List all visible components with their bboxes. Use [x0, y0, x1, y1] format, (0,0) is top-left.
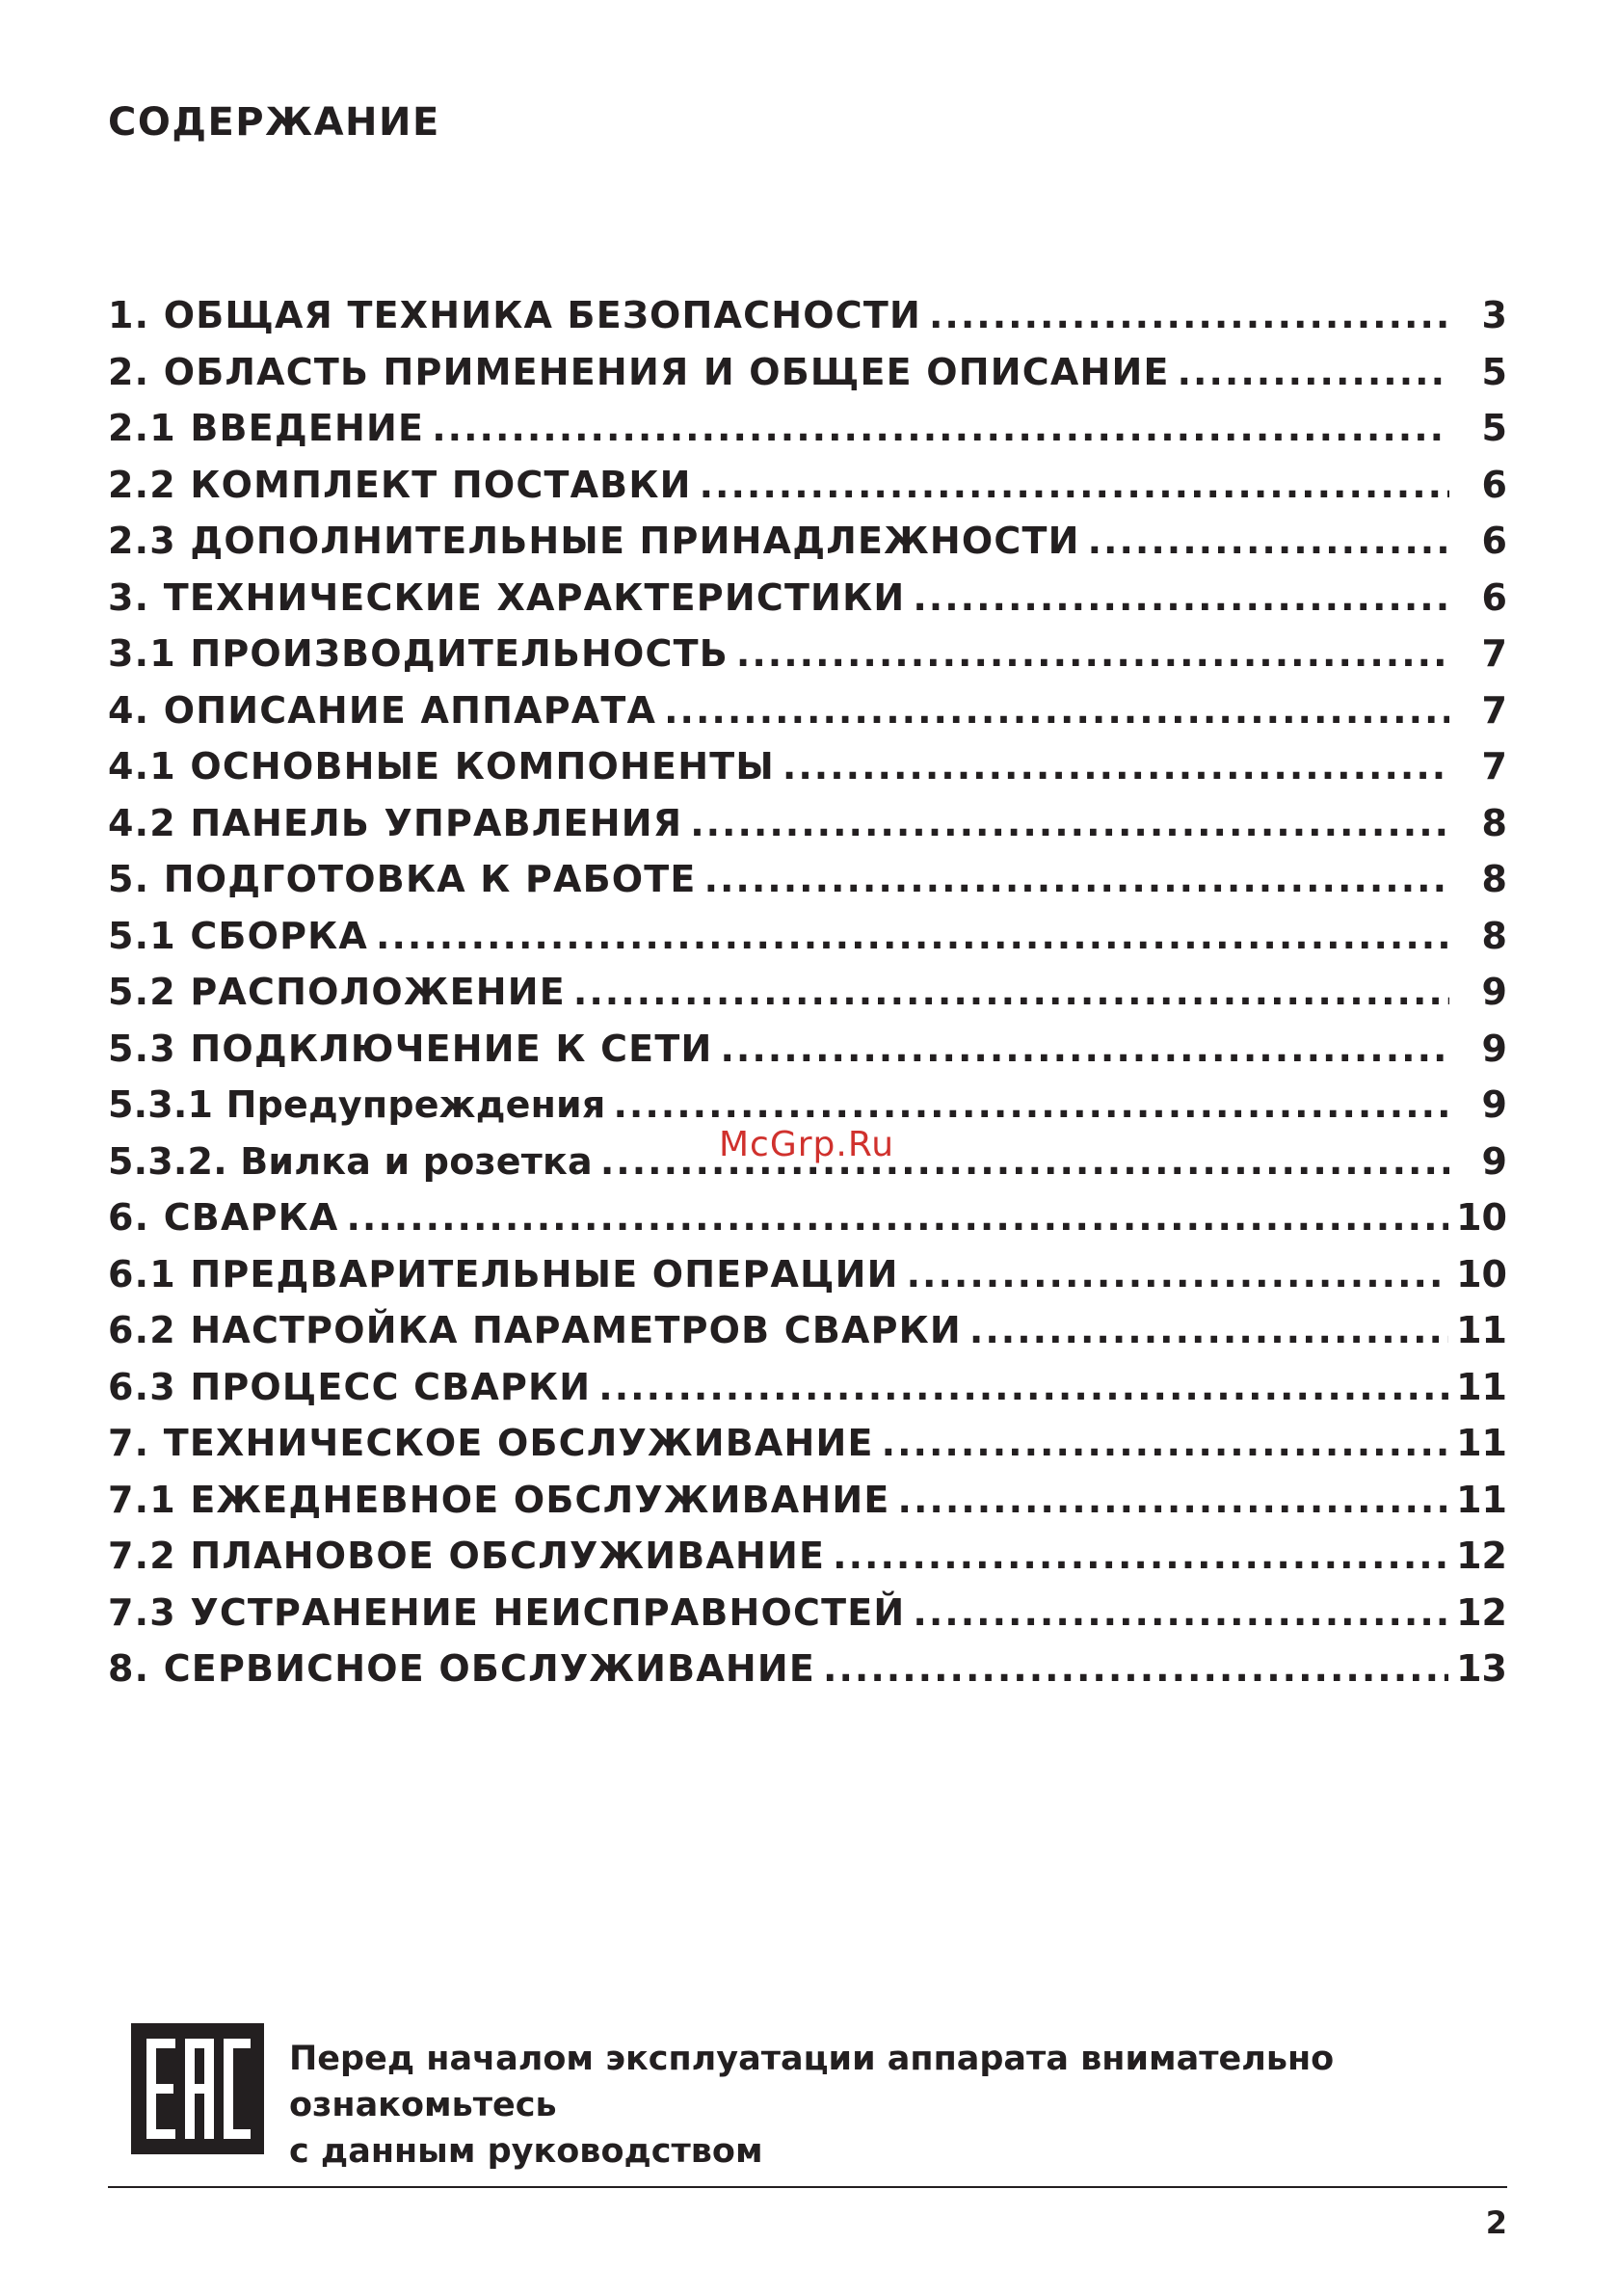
page-title: СОДЕРЖАНИЕ [108, 100, 440, 145]
toc-entry-page: 13 [1456, 1647, 1507, 1690]
toc-entry-title: 7.3 УСТРАНЕНИЕ НЕИСПРАВНОСТЕЙ [108, 1590, 906, 1634]
toc-entry-title: 5.3 ПОДКЛЮЧЕНИЕ К СЕТИ [108, 1027, 713, 1070]
toc-dot-leader [1088, 513, 1449, 570]
toc-dot-leader [907, 1246, 1449, 1303]
toc-dot-leader [1178, 344, 1449, 401]
toc-entry[interactable] [108, 1528, 1507, 1585]
toc-dot-leader [823, 1641, 1448, 1697]
toc-entry-page: 7 [1481, 745, 1507, 788]
toc-entry-title: 4. ОПИСАНИЕ АППАРАТА [108, 688, 657, 732]
toc-dot-leader [898, 1472, 1449, 1529]
toc-entry-page: 6 [1481, 463, 1507, 506]
toc-dot-leader [573, 964, 1449, 1021]
toc-entry[interactable] [108, 1359, 1507, 1416]
toc-dot-leader [664, 682, 1449, 739]
toc-entry-page: 5 [1481, 350, 1507, 393]
toc-dot-leader [736, 626, 1449, 682]
toc-dot-leader [432, 400, 1449, 457]
toc-entry-page: 8 [1481, 858, 1507, 900]
toc-entry-title: 4.2 ПАНЕЛЬ УПРАВЛЕНИЯ [108, 801, 683, 844]
toc-entry-title: 5.3.1 Предупреждения [108, 1083, 606, 1126]
toc-entry[interactable] [108, 400, 1507, 457]
toc-dot-leader [913, 570, 1449, 627]
toc-entry-page: 10 [1456, 1252, 1507, 1295]
toc-entry-title: 7.2 ПЛАНОВОЕ ОБСЛУЖИВАНИЕ [108, 1535, 826, 1577]
toc-entry-title: 7. ТЕХНИЧЕСКОЕ ОБСЛУЖИВАНИЕ [108, 1422, 874, 1464]
toc-entry-title: 3. ТЕХНИЧЕСКИЕ ХАРАКТЕРИСТИКИ [108, 575, 906, 619]
toc-entry-title: 5. ПОДГОТОВКА К РАБОТЕ [108, 858, 697, 900]
toc-entry-page: 6 [1481, 575, 1507, 619]
toc-entry-page: 11 [1456, 1478, 1507, 1521]
toc-entry-title: 6.3 ПРОЦЕСС СВАРКИ [108, 1365, 592, 1408]
toc-entry[interactable] [108, 738, 1507, 795]
toc-entry-title: 7.1 ЕЖЕДНЕВНОЕ ОБСЛУЖИВАНИЕ [108, 1478, 890, 1521]
toc-dot-leader [690, 795, 1449, 852]
toc-entry-title: 5.1 СБОРКА [108, 914, 369, 957]
toc-entry-page: 11 [1456, 1309, 1507, 1351]
toc-entry-page: 12 [1456, 1535, 1507, 1577]
toc-entry[interactable] [108, 1246, 1507, 1303]
toc-entry-page: 8 [1481, 801, 1507, 844]
toc-entry[interactable] [108, 964, 1507, 1021]
toc-entry-page: 9 [1481, 1027, 1507, 1070]
toc-entry-page: 7 [1481, 688, 1507, 732]
toc-dot-leader [782, 738, 1449, 795]
toc-entry[interactable] [108, 1021, 1507, 1078]
toc-entry[interactable] [108, 1415, 1507, 1472]
toc-entry[interactable] [108, 1472, 1507, 1529]
toc-entry-title: 8. СЕРВИСНОЕ ОБСЛУЖИВАНИЕ [108, 1647, 816, 1690]
toc-entry-page: 8 [1481, 914, 1507, 957]
toc-dot-leader [969, 1302, 1448, 1359]
notice-text [289, 2036, 1513, 2175]
toc-dot-leader [347, 1189, 1449, 1246]
toc-entry-title: 2.2 КОМПЛЕКТ ПОСТАВКИ [108, 463, 692, 506]
toc-entry-page: 11 [1456, 1365, 1507, 1408]
toc-entry-page: 9 [1481, 1139, 1507, 1183]
toc-entry[interactable] [108, 287, 1507, 344]
toc-entry[interactable] [108, 1302, 1507, 1359]
notice-line-1: Перед началом эксплуатации аппарата внимательно ознакомьтесь [289, 2040, 1335, 2124]
toc-entry[interactable] [108, 1641, 1507, 1697]
toc-entry-title: 2.1 ВВЕДЕНИЕ [108, 407, 425, 449]
watermark: McGrp.Ru [719, 1125, 895, 1164]
toc-entry-page: 9 [1481, 1083, 1507, 1126]
toc-dot-leader [720, 1021, 1449, 1078]
toc-entry[interactable] [108, 682, 1507, 739]
toc-entry-title: 6.1 ПРЕДВАРИТЕЛЬНЫЕ ОПЕРАЦИИ [108, 1252, 899, 1295]
page-number: 2 [1485, 2204, 1507, 2241]
toc-entry[interactable] [108, 626, 1507, 682]
toc-entry[interactable] [108, 908, 1507, 965]
toc-entry-title: 1. ОБЩАЯ ТЕХНИКА БЕЗОПАСНОСТИ [108, 294, 921, 336]
toc-entry-page: 9 [1481, 971, 1507, 1013]
toc-dot-leader [913, 1585, 1448, 1642]
toc-entry-page: 10 [1456, 1196, 1507, 1239]
toc-entry-title: 5.2 РАСПОЛОЖЕНИЕ [108, 971, 566, 1013]
eac-mark-icon [131, 2023, 264, 2154]
toc-entry-title: 3.1 ПРОИЗВОДИТЕЛЬНОСТЬ [108, 632, 729, 675]
toc-entry-page: 12 [1456, 1590, 1507, 1634]
toc-entry-page: 7 [1481, 632, 1507, 675]
toc-entry[interactable] [108, 570, 1507, 627]
toc-entry-page: 11 [1456, 1422, 1507, 1464]
toc-entry[interactable] [108, 851, 1507, 908]
toc-entry-page: 3 [1481, 294, 1507, 336]
toc-entry-page: 5 [1481, 407, 1507, 449]
toc-entry[interactable] [108, 457, 1507, 514]
footer-divider [108, 2186, 1507, 2188]
toc-entry[interactable] [108, 513, 1507, 570]
toc-dot-leader [704, 851, 1449, 908]
toc-dot-leader [598, 1359, 1448, 1416]
toc-dot-leader [833, 1528, 1448, 1585]
toc-entry-title: 2.3 ДОПОЛНИТЕЛЬНЫЕ ПРИНАДЛЕЖНОСТИ [108, 520, 1080, 562]
toc-dot-leader [882, 1415, 1448, 1472]
toc-entry-page: 6 [1481, 520, 1507, 562]
table-of-contents [108, 287, 1507, 1697]
toc-entry[interactable] [108, 795, 1507, 852]
toc-entry[interactable] [108, 344, 1507, 401]
toc-entry[interactable] [108, 1585, 1507, 1642]
toc-entry-title: 6.2 НАСТРОЙКА ПАРАМЕТРОВ СВАРКИ [108, 1309, 962, 1351]
toc-dot-leader [929, 287, 1449, 344]
toc-dot-leader [700, 457, 1449, 514]
notice-line-2: с данным руководством [289, 2132, 763, 2171]
toc-entry-title: 5.3.2. Вилка и розетка [108, 1139, 593, 1183]
toc-entry-title: 6. СВАРКА [108, 1196, 339, 1239]
toc-entry-title: 2. ОБЛАСТЬ ПРИМЕНЕНИЯ И ОБЩЕЕ ОПИСАНИЕ [108, 350, 1170, 393]
toc-entry-title: 4.1 ОСНОВНЫЕ КОМПОНЕНТЫ [108, 745, 775, 788]
toc-dot-leader [376, 908, 1449, 965]
toc-entry[interactable] [108, 1189, 1507, 1246]
